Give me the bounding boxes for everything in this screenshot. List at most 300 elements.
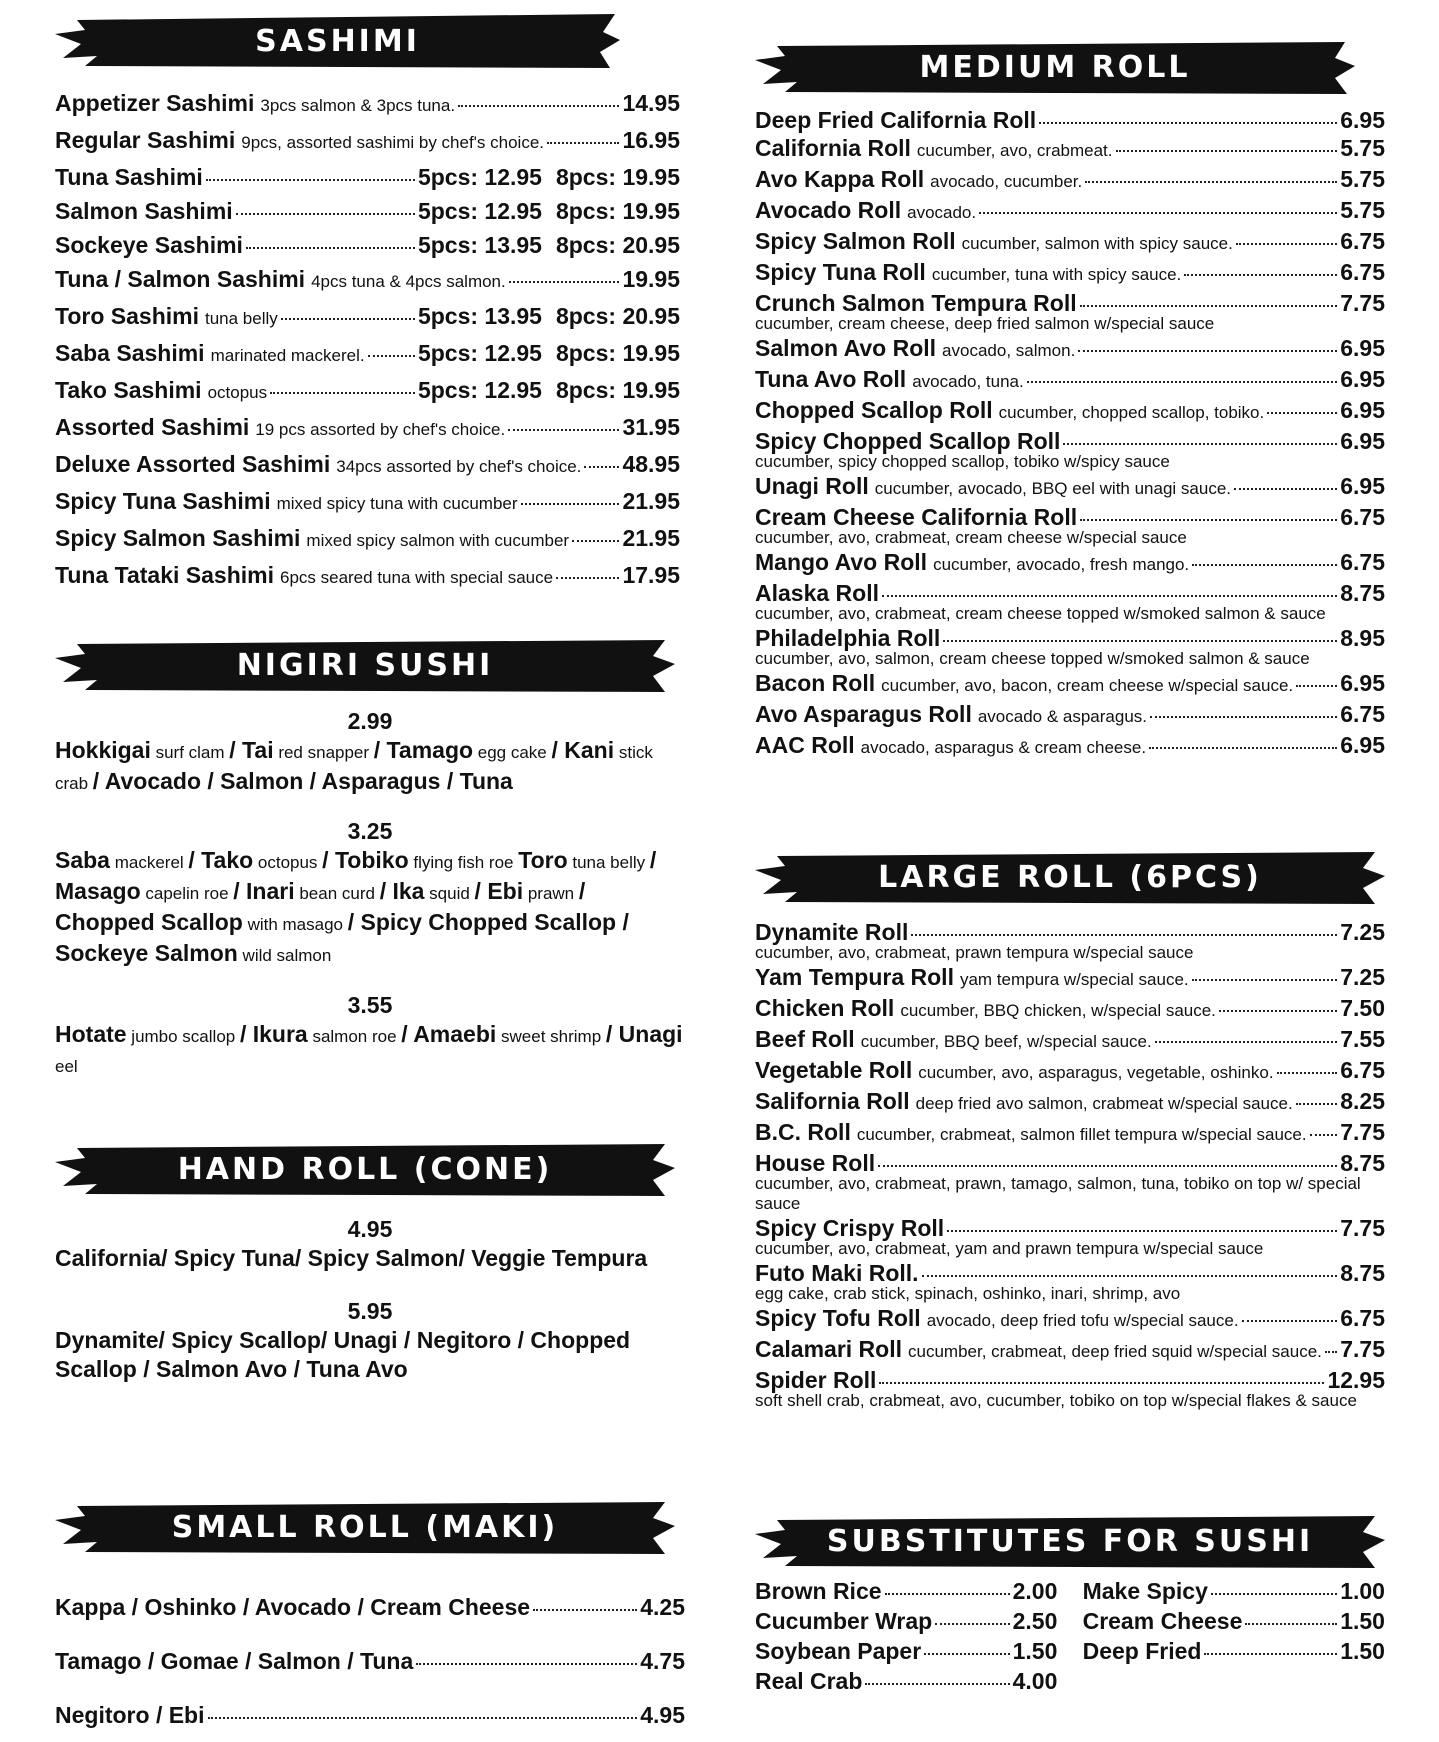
medium-roll-title: MEDIUM ROLL	[919, 49, 1191, 85]
item-description: tuna belly	[567, 853, 650, 872]
menu-item	[55, 299, 680, 336]
item-name: Tuna Avo Roll	[755, 366, 907, 392]
menu-item	[55, 1580, 685, 1634]
dot-leader	[270, 392, 415, 394]
item-name: Spicy Tuna Roll	[755, 259, 926, 285]
item-name: Cream Cheese California Roll	[755, 504, 1078, 530]
dot-leader	[1063, 443, 1337, 445]
item-price: 6.75	[1340, 701, 1385, 727]
menu-item-row	[755, 503, 1385, 531]
item-price: 19.95	[622, 266, 680, 292]
menu-item	[755, 624, 1385, 669]
menu-item-row	[55, 1580, 685, 1634]
item-price: 5.75	[1340, 135, 1385, 161]
item-description: 6pcs seared tuna with special sauce	[279, 568, 554, 587]
menu-item-row	[755, 1214, 1385, 1242]
item-subdescription: cucumber, spicy chopped scallop, tobiko w/spicy sauce	[755, 452, 1170, 471]
menu-item	[755, 963, 1385, 994]
item-description: cucumber, BBQ beef, w/special sauce.	[860, 1032, 1152, 1051]
item-price: 6.95	[1340, 366, 1385, 392]
item-name: / Tobiko	[322, 847, 409, 873]
item-description: 9pcs, assorted sashimi by chef's choice.	[241, 133, 545, 152]
menu-item-row	[755, 1025, 1385, 1056]
item-description: cucumber, BBQ chicken, w/special sauce.	[900, 1001, 1216, 1020]
item-description: with masago	[242, 915, 348, 934]
dot-leader	[1296, 685, 1337, 687]
item-name: Real Crab	[755, 1668, 863, 1694]
menu-item-row	[755, 579, 1385, 607]
group-price: 3.55	[347, 992, 393, 1018]
item-price: 8.75	[1340, 1260, 1385, 1286]
item-name: Toro Sashimi	[55, 303, 199, 329]
item-name: / Tamago	[373, 737, 474, 763]
menu-item	[755, 334, 1385, 365]
item-price: 4.75	[640, 1648, 685, 1674]
menu-item-row	[55, 521, 680, 558]
item-name: / Ikura	[239, 1021, 308, 1047]
item-name: Spicy Salmon Roll	[755, 228, 956, 254]
item-description: cucumber, salmon with spicy sauce.	[961, 234, 1233, 253]
dot-leader	[1211, 1593, 1337, 1595]
item-name: Philadelphia Roll	[755, 625, 941, 651]
item-name: Spicy Crispy Roll	[755, 1215, 945, 1241]
item-name: Avo Kappa Roll	[755, 166, 925, 192]
item-description: 19 pcs assorted by chef's choice.	[255, 420, 506, 439]
substitutes-col-1	[755, 1576, 1057, 1696]
menu-item-row	[755, 1149, 1385, 1177]
large-roll-list	[755, 918, 1385, 1411]
price-group	[55, 990, 685, 1081]
group-items	[55, 1326, 685, 1384]
item-name: / Unagi	[605, 1021, 683, 1047]
menu-item-row	[755, 134, 1385, 165]
item-name: / Chopped Scallop	[55, 878, 586, 935]
item-name: Mango Avo Roll	[755, 549, 928, 575]
menu-item-row	[55, 86, 680, 123]
item-price: 6.75	[1340, 549, 1385, 575]
item-description: mixed spicy salmon with cucumber	[306, 531, 570, 550]
item-name: / Ika	[379, 878, 425, 904]
item-name: AAC Roll	[755, 732, 855, 758]
menu-item	[55, 447, 680, 484]
item-price: 17.95	[622, 562, 680, 588]
menu-item-row	[55, 373, 680, 410]
item-name: Deep Fried	[1082, 1638, 1202, 1664]
item-price: 5.75	[1340, 166, 1385, 192]
menu-item	[755, 1259, 1385, 1304]
item-price: 6.95	[1340, 473, 1385, 499]
item-name: Spicy Tofu Roll	[755, 1305, 921, 1331]
menu-item-row	[55, 262, 680, 299]
menu-item	[755, 918, 1385, 963]
menu-item-row	[755, 396, 1385, 427]
item-description: avocado, salmon.	[942, 341, 1076, 360]
menu-item-row	[55, 228, 680, 262]
item-price: 1.50	[1340, 1608, 1385, 1634]
menu-item-row	[55, 336, 680, 373]
menu-item	[755, 700, 1385, 731]
item-subdescription: cucumber, avo, salmon, cream cheese topped w/smoked salmon & sauce	[755, 649, 1310, 668]
item-name: / Amaebi	[401, 1021, 497, 1047]
substitute-row	[755, 1636, 1057, 1666]
item-name: Saba	[55, 847, 110, 873]
item-price: 6.75	[1340, 228, 1385, 254]
menu-item-row	[755, 196, 1385, 227]
menu-item-row	[755, 258, 1385, 289]
item-name: Dynamite Roll	[755, 919, 909, 945]
menu-item-row	[755, 334, 1385, 365]
item-price: 7.75	[1340, 1336, 1385, 1362]
menu-item	[55, 521, 680, 558]
item-description: salmon roe	[307, 1027, 402, 1046]
item-name: Tako Sashimi	[55, 377, 202, 403]
item-name: / Tai	[229, 737, 274, 763]
price-group	[55, 706, 685, 798]
item-name: Tuna / Salmon Sashimi	[55, 266, 306, 292]
item-name: Alaska Roll	[755, 580, 879, 606]
item-description: cucumber, crabmeat, deep fried squid w/special sauce.	[908, 1342, 1322, 1361]
dot-leader	[1039, 122, 1337, 124]
item-price: 7.75	[1340, 1215, 1385, 1241]
sashimi-banner	[55, 12, 620, 70]
menu-item	[755, 196, 1385, 227]
item-description: mackerel	[109, 853, 189, 872]
item-price: 5pcs: 12.95	[417, 340, 542, 366]
item-description: cucumber, avo, crabmeat.	[916, 141, 1113, 160]
item-name: Beef Roll	[755, 1026, 855, 1052]
menu-item-row	[755, 700, 1385, 731]
item-price: 1.50	[1340, 1638, 1385, 1664]
menu-item	[755, 396, 1385, 427]
item-price: 8.25	[1340, 1088, 1385, 1114]
item-price: 4.25	[640, 1594, 685, 1620]
menu-item	[755, 1149, 1385, 1214]
item-price: 8.75	[1340, 580, 1385, 606]
dot-leader	[508, 429, 619, 431]
item-name: California Roll	[755, 135, 911, 161]
item-price: 8.95	[1340, 625, 1385, 651]
menu-item	[755, 1366, 1385, 1411]
item-price-alt: 8pcs: 20.95	[555, 303, 680, 329]
dot-leader	[879, 1382, 1324, 1384]
item-price: 7.25	[1340, 964, 1385, 990]
menu-item-row	[55, 160, 680, 194]
item-price: 5pcs: 12.95	[417, 377, 542, 403]
menu-item	[755, 134, 1385, 165]
item-price: 7.55	[1340, 1026, 1385, 1052]
price-group	[55, 1296, 685, 1384]
item-price: 48.95	[622, 451, 680, 477]
item-name: / Kani	[551, 737, 615, 763]
menu-item-row	[755, 106, 1385, 134]
item-description: 34pcs assorted by chef's choice.	[336, 457, 582, 476]
item-name: / Spicy Chopped Scallop / Sockeye Salmon	[55, 909, 629, 966]
dot-leader	[509, 281, 620, 283]
menu-item	[755, 731, 1385, 762]
dot-leader	[1325, 1351, 1337, 1353]
item-price: 8.75	[1340, 1150, 1385, 1176]
item-name: Crunch Salmon Tempura Roll	[755, 290, 1077, 316]
small-roll-list	[55, 1580, 685, 1742]
item-name: / Inari	[233, 878, 295, 904]
menu-item	[755, 472, 1385, 503]
item-price: 5pcs: 13.95	[417, 232, 542, 258]
item-price: 12.95	[1327, 1367, 1385, 1393]
menu-item	[755, 365, 1385, 396]
menu-item-row	[755, 1056, 1385, 1087]
menu-item	[755, 258, 1385, 289]
medium-roll-list	[755, 106, 1385, 762]
item-price: 5.75	[1340, 197, 1385, 223]
item-price: 6.95	[1340, 107, 1385, 133]
item-price: 6.95	[1340, 397, 1385, 423]
menu-item-row	[755, 1335, 1385, 1366]
dot-leader	[458, 105, 619, 107]
item-name: House Roll	[755, 1150, 876, 1176]
dot-leader	[208, 1717, 638, 1719]
item-name: Bacon Roll	[755, 670, 876, 696]
substitute-row	[1083, 1636, 1385, 1666]
item-price: 16.95	[622, 127, 680, 153]
item-name: Cucumber Wrap	[755, 1608, 933, 1634]
item-price: 6.75	[1340, 259, 1385, 285]
group-price: 5.95	[347, 1298, 393, 1324]
menu-item	[755, 165, 1385, 196]
item-name: Hotate	[55, 1021, 127, 1047]
item-price: 4.00	[1012, 1668, 1058, 1694]
item-price: 21.95	[622, 488, 680, 514]
menu-item	[55, 228, 680, 262]
item-description: marinated mackerel.	[210, 346, 365, 365]
dot-leader	[236, 213, 415, 215]
nigiri-banner	[55, 636, 675, 694]
item-description: deep fried avo salmon, crabmeat w/special sauce.	[915, 1094, 1293, 1113]
dot-leader	[935, 1623, 1009, 1625]
menu-item	[755, 1214, 1385, 1259]
dot-leader	[1242, 1320, 1338, 1322]
item-description: flying fish roe	[408, 853, 519, 872]
menu-item	[755, 1025, 1385, 1056]
menu-item	[755, 1087, 1385, 1118]
dot-leader	[1078, 350, 1337, 352]
item-description: yam tempura w/special sauce.	[959, 970, 1189, 989]
item-name: Tuna Tataki Sashimi	[55, 562, 274, 588]
dot-leader	[1155, 1041, 1338, 1043]
dot-leader	[865, 1683, 1009, 1685]
item-price: 4.95	[640, 1702, 685, 1728]
dot-leader	[1219, 1010, 1337, 1012]
menu-item-row	[755, 1259, 1385, 1287]
menu-item	[55, 336, 680, 373]
sashimi-title: SASHIMI	[255, 23, 420, 59]
group-items	[55, 736, 685, 798]
menu-item-row	[755, 1118, 1385, 1149]
item-name: Unagi Roll	[755, 473, 869, 499]
item-price: 6.95	[1340, 732, 1385, 758]
substitute-row	[1083, 1606, 1385, 1636]
dot-leader	[1236, 243, 1337, 245]
menu-item	[755, 106, 1385, 134]
item-price-alt: 8pcs: 20.95	[555, 232, 680, 258]
item-price: 5pcs: 13.95	[417, 303, 542, 329]
dot-leader	[979, 212, 1337, 214]
substitute-row	[755, 1606, 1057, 1636]
dot-leader	[924, 1653, 1009, 1655]
item-description: egg cake	[473, 743, 552, 762]
dot-leader	[533, 1609, 637, 1611]
item-description: avocado, asparagus & cream cheese.	[860, 738, 1147, 757]
menu-item-row	[755, 472, 1385, 503]
dot-leader	[1027, 381, 1338, 383]
menu-item	[55, 1688, 685, 1742]
item-name: Yam Tempura Roll	[755, 964, 954, 990]
item-name: / Ebi	[474, 878, 524, 904]
hand-roll-banner	[55, 1140, 675, 1198]
item-price: 6.95	[1340, 335, 1385, 361]
item-name: / Avocado / Salmon / Asparagus / Tuna	[92, 768, 513, 794]
item-description: cucumber, avo, asparagus, vegetable, oshinko.	[918, 1063, 1274, 1082]
menu-item	[55, 373, 680, 410]
item-name: Deep Fried California Roll	[755, 107, 1037, 133]
menu-item	[55, 558, 680, 595]
item-name: Regular Sashimi	[55, 127, 236, 153]
item-description: surf clam	[150, 743, 230, 762]
dot-leader	[885, 1593, 1010, 1595]
item-name: California/ Spicy Tuna/ Spicy Salmon/ Veggie Tempura	[55, 1245, 648, 1271]
item-price: 7.25	[1340, 919, 1385, 945]
item-name: B.C. Roll	[755, 1119, 851, 1145]
item-name: Tamago / Gomae / Salmon / Tuna	[55, 1648, 414, 1674]
dot-leader	[1234, 488, 1337, 490]
item-description: cucumber, avocado, BBQ eel with unagi sauce.	[874, 479, 1231, 498]
item-subdescription: cucumber, avo, crabmeat, cream cheese topped w/smoked salmon & sauce	[755, 604, 1326, 623]
item-price: 5pcs: 12.95	[417, 198, 542, 224]
dot-leader	[246, 247, 415, 249]
dot-leader	[947, 1230, 1337, 1232]
item-subdescription: cucumber, cream cheese, deep fried salmon w/special sauce	[755, 314, 1215, 333]
item-price: 6.95	[1340, 670, 1385, 696]
item-name: Saba Sashimi	[55, 340, 205, 366]
item-description: stick crab	[55, 743, 653, 793]
dot-leader	[1080, 305, 1338, 307]
menu-item	[755, 1056, 1385, 1087]
price-group	[55, 1214, 685, 1273]
dot-leader	[1192, 564, 1337, 566]
dot-leader	[1204, 1653, 1337, 1655]
item-name: Dynamite/ Spicy Scallop/ Unagi / Negitoro / Chopped Scallop / Salmon Avo / Tuna Avo	[55, 1327, 631, 1382]
dot-leader	[922, 1275, 1338, 1277]
item-description: squid	[424, 884, 475, 903]
item-name: Chicken Roll	[755, 995, 895, 1021]
item-price: 6.75	[1340, 1057, 1385, 1083]
item-price: 14.95	[622, 90, 680, 116]
menu-item-row	[755, 365, 1385, 396]
group-items	[55, 846, 685, 970]
dot-leader	[1192, 979, 1338, 981]
item-description: octopus	[253, 853, 323, 872]
menu-item	[755, 669, 1385, 700]
menu-item	[755, 289, 1385, 334]
menu-item-row	[755, 669, 1385, 700]
menu-item	[755, 548, 1385, 579]
menu-item-row	[755, 1087, 1385, 1118]
menu-item-row	[55, 558, 680, 595]
substitute-row	[755, 1666, 1057, 1696]
item-name: / Tako	[188, 847, 254, 873]
dot-leader	[368, 355, 415, 357]
item-price-alt: 8pcs: 19.95	[555, 164, 680, 190]
item-price: 7.75	[1340, 1119, 1385, 1145]
menu-item-row	[55, 484, 680, 521]
item-name: Calamari Roll	[755, 1336, 902, 1362]
menu-item-row	[55, 299, 680, 336]
price-group	[55, 816, 685, 970]
menu-item-row	[755, 427, 1385, 455]
dot-leader	[911, 934, 1337, 936]
item-name: Negitoro / Ebi	[55, 1702, 205, 1728]
menu-item	[755, 503, 1385, 548]
item-name: Spider Roll	[755, 1367, 877, 1393]
dot-leader	[1080, 519, 1337, 521]
item-name: Kappa / Oshinko / Avocado / Cream Cheese	[55, 1594, 531, 1620]
menu-item-row	[55, 123, 680, 160]
menu-item	[755, 579, 1385, 624]
item-name: Brown Rice	[755, 1578, 882, 1604]
menu-item-row	[755, 918, 1385, 946]
menu-item-row	[55, 1688, 685, 1742]
menu-item	[55, 262, 680, 299]
item-price: 31.95	[622, 414, 680, 440]
menu-item	[755, 1118, 1385, 1149]
menu-item-row	[755, 1304, 1385, 1335]
item-description: 4pcs tuna & 4pcs salmon.	[311, 272, 506, 291]
item-description: tuna belly	[205, 309, 278, 328]
small-roll-banner	[55, 1498, 675, 1556]
dot-leader	[1184, 274, 1337, 276]
nigiri-title: NIGIRI SUSHI	[236, 647, 494, 683]
item-description: avocado & asparagus.	[977, 707, 1148, 726]
dot-leader	[1116, 150, 1338, 152]
dot-leader	[584, 466, 619, 468]
item-description: mixed spicy tuna with cucumber	[276, 494, 518, 513]
dot-leader	[416, 1663, 637, 1665]
medium-roll-banner	[755, 38, 1355, 96]
menu-item	[55, 484, 680, 521]
item-description: bean curd	[294, 884, 380, 903]
dot-leader	[882, 595, 1337, 597]
menu-item-row	[755, 548, 1385, 579]
group-items	[55, 1020, 685, 1081]
substitutes-list	[755, 1576, 1385, 1696]
menu-item-row	[755, 165, 1385, 196]
item-subdescription: cucumber, avo, crabmeat, cream cheese w/special sauce	[755, 528, 1187, 547]
dot-leader	[943, 640, 1337, 642]
item-description: avocado.	[907, 203, 977, 222]
item-subdescription: egg cake, crab stick, spinach, oshinko, inari, shrimp, avo	[755, 1284, 1181, 1303]
menu-item	[755, 1304, 1385, 1335]
dot-leader	[547, 142, 619, 144]
dot-leader	[878, 1165, 1337, 1167]
item-name: Salmon Sashimi	[55, 198, 233, 224]
item-price: 6.95	[1340, 428, 1385, 454]
item-description: avocado, deep fried tofu w/special sauce.	[926, 1311, 1239, 1330]
item-description: cucumber, crabmeat, salmon fillet tempura w/special sauce.	[856, 1125, 1307, 1144]
menu-item-row	[55, 194, 680, 228]
menu-item-row	[55, 410, 680, 447]
menu-item-row	[55, 447, 680, 484]
sashimi-list	[55, 86, 680, 595]
item-name: Deluxe Assorted Sashimi	[55, 451, 331, 477]
